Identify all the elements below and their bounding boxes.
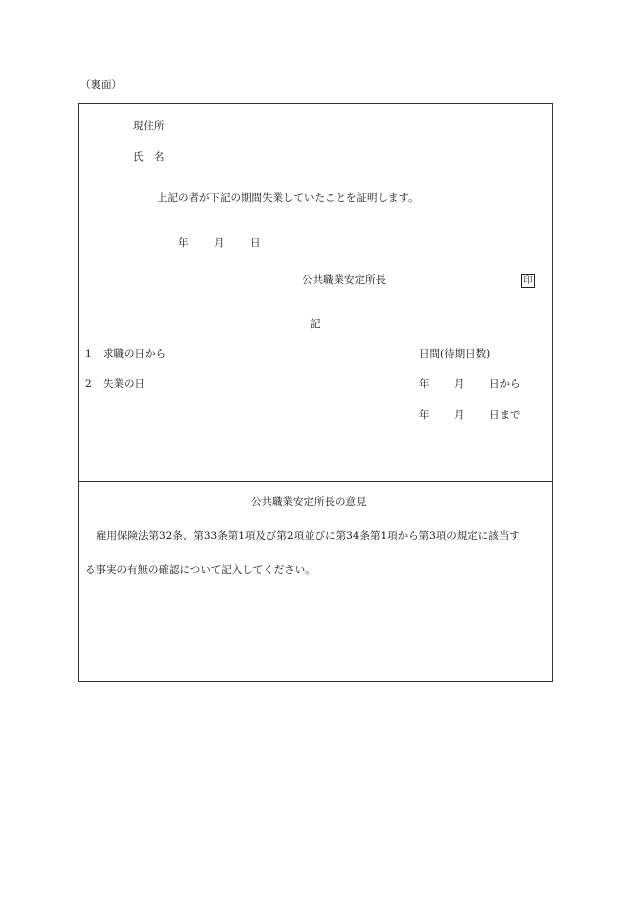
section-divider [78,481,553,482]
from-month-label: 月 [454,378,465,390]
date-day-label: 日 [250,237,261,249]
name-label: 氏 名 [133,151,165,163]
opinion-body-line-1: 雇用保険法第32条、第33条第1項及び第2項並びに第34条第1項から第3項の規定に該当す [96,530,520,542]
item1-label: 求職の日から [103,348,166,360]
to-day-label: 日まで [489,409,521,421]
to-year-label: 年 [419,409,430,421]
certification-statement: 上記の者が下記の期間失業していたことを証明します。 [157,192,419,204]
date-year-label: 年 [178,237,189,249]
from-day-label: 日から [489,378,521,390]
certificate-frame [78,103,553,682]
seal-mark: 印 [521,274,535,288]
to-month-label: 月 [454,409,465,421]
opinion-body-line-2: る事実の有無の確認について記入してください。 [85,564,316,576]
date-month-label: 月 [214,237,225,249]
page-side-label: （裏面） [80,79,122,91]
item2-label: 失業の日 [103,378,145,390]
address-label: 現住所 [133,120,165,132]
issuer-title: 公共職業安定所長 [302,274,386,286]
days-label: 日間(待期日数) [419,348,491,360]
record-heading: 記 [310,318,321,330]
item2-number: 2 [85,378,92,390]
opinion-title: 公共職業安定所長の意見 [251,496,367,508]
item1-number: 1 [85,348,92,360]
from-year-label: 年 [419,378,430,390]
